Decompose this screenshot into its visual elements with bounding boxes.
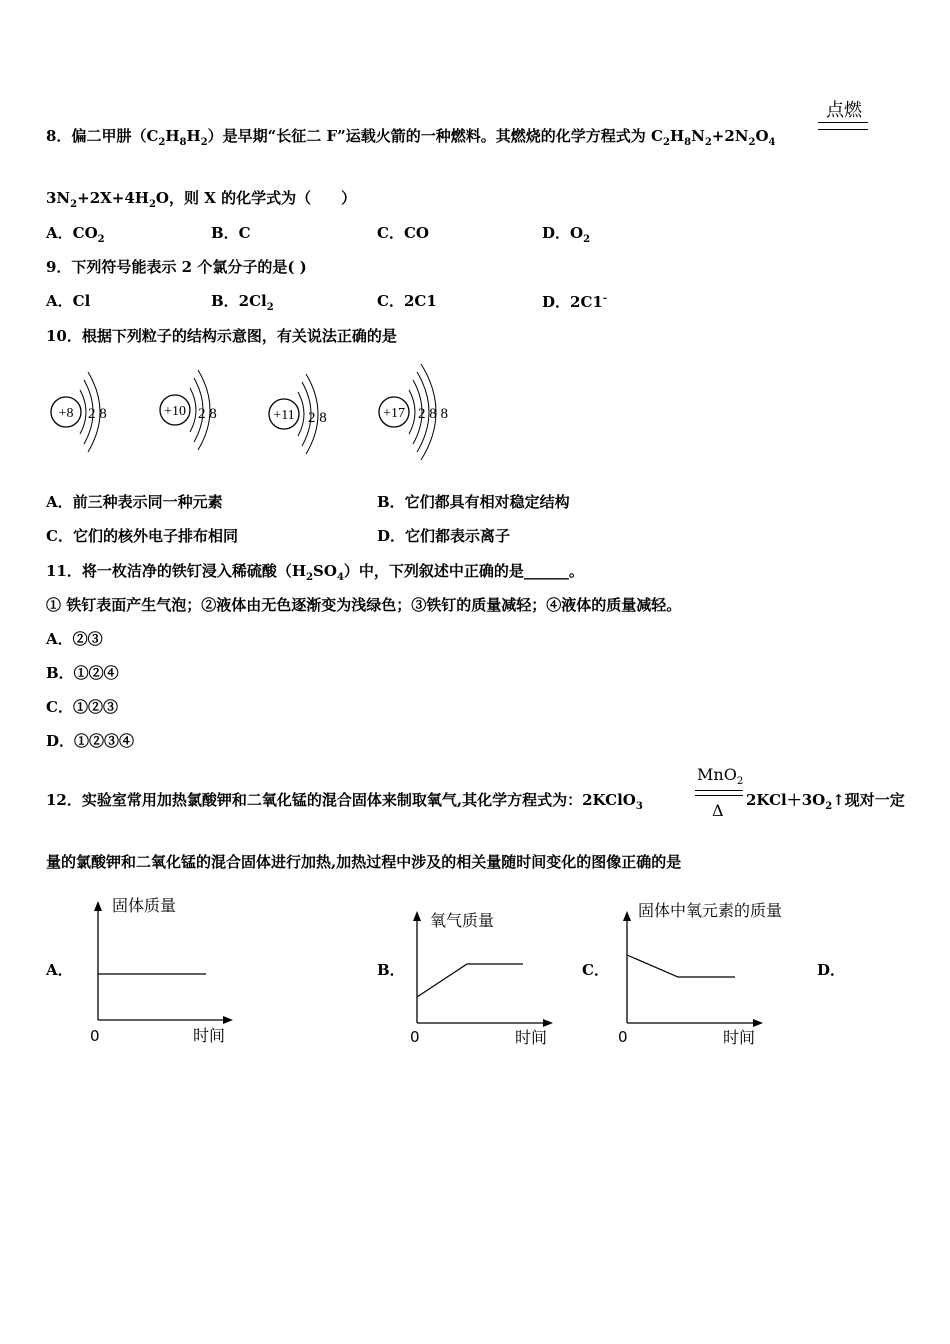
q8-option-d[interactable]: D．$O_2$ — [542, 224, 591, 245]
q8-condition-label: 点燃 — [826, 100, 862, 121]
q8-option-b[interactable]: B．C — [211, 224, 251, 242]
graph-c-curve — [627, 955, 735, 977]
q10-stem: 10．根据下列粒子的结构示意图，有关说法正确的是 — [46, 327, 397, 345]
graph-a-origin: 0 — [90, 1027, 100, 1045]
particle-2-nucleus: +10 — [164, 404, 186, 419]
graph-b-xlabel: 时间 — [515, 1028, 548, 1047]
q9-stem: 9．下列符号能表示 2 个氯分子的是( ) — [46, 258, 307, 276]
graph-c-ylabel: 固体中氧元素的质量 — [638, 901, 783, 920]
q12-option-a-label[interactable]: A． — [46, 961, 73, 979]
q8-stem: 8．偏二甲肼$(C_2H_8H_2)$是早期“长征二 F”运载火箭的一种燃料。其燃烧的化学方程式为 $C_2H_8N_2+2N_2O_4$ — [46, 127, 776, 148]
particle-3-shells: 2 8 — [308, 410, 327, 426]
q12-reaction-arrow — [695, 790, 743, 796]
q10-particle-diagrams — [40, 362, 480, 472]
particle-4-shells: 2 8 8 — [418, 406, 448, 422]
graph-b-origin: 0 — [410, 1028, 420, 1046]
graph-b-curve — [417, 964, 523, 997]
q12-option-b-label[interactable]: B． — [377, 961, 405, 979]
q11-option-c[interactable]: C．①②③ — [46, 698, 118, 716]
q11-statement: ① 铁钉表面产生气泡；②液体由无色逐渐变为浅绿色；③铁钉的质量减轻；④液体的质量减轻。 — [46, 596, 682, 614]
q11-stem: 11．将一枚洁净的铁钉浸入稀硫酸$(H_2SO_4)$中，下列叙述中正确的是______。 — [46, 562, 584, 583]
q12-graph-b[interactable] — [405, 905, 565, 1055]
q11-option-d[interactable]: D．①②③④ — [46, 732, 135, 750]
graph-c-origin: 0 — [618, 1028, 628, 1046]
q12-graph-c[interactable] — [613, 895, 813, 1055]
particle-1-shells: 2 8 — [88, 406, 107, 422]
q10-option-c[interactable]: C．它们的核外电子排布相同 — [46, 527, 238, 545]
particle-2 — [160, 370, 217, 450]
q8-option-a[interactable]: A．$CO_2$ — [46, 224, 105, 245]
q12-graph-a[interactable] — [85, 893, 245, 1053]
q12-heat-symbol: Δ — [712, 801, 724, 820]
q12-stem: 12．实验室常用加热氯酸钾和二氧化锰的混合固体来制取氧气,其化学方程式为：2KClO$_3$ — [46, 791, 643, 812]
graph-a-xlabel: 时间 — [193, 1026, 226, 1045]
q12-option-d-label[interactable]: D． — [817, 961, 846, 979]
q9-option-c[interactable]: C．2C1 — [377, 292, 437, 310]
q12-option-c-label[interactable]: C． — [582, 961, 609, 979]
q8-reaction-arrow — [818, 122, 868, 130]
particle-1 — [51, 372, 107, 452]
particle-4 — [379, 364, 448, 460]
q9-option-b[interactable]: B．$2Cl_2$ — [211, 292, 274, 313]
particle-3-nucleus: +11 — [273, 408, 295, 423]
particle-4-nucleus: +17 — [383, 406, 405, 421]
q8-option-c[interactable]: C．CO — [377, 224, 429, 242]
q9-option-a[interactable]: A．Cl — [46, 292, 91, 310]
q12-catalyst: MnO$_2$ — [697, 765, 744, 788]
q12-stem-products: $2KCl+3O_2↑$现对一定 — [746, 791, 905, 812]
particle-2-shells: 2 8 — [198, 406, 217, 422]
q8-stem-line2: $3N_2+2X+4H_2O$，则 X 的化学式为（ ） — [46, 189, 357, 210]
graph-a-ylabel: 固体质量 — [112, 896, 177, 915]
q11-option-b[interactable]: B．①②④ — [46, 664, 119, 682]
graph-b-ylabel: 氧气质量 — [430, 911, 495, 930]
particle-3 — [269, 374, 327, 454]
q9-option-d[interactable]: D．2C1- — [542, 293, 607, 311]
graph-c-xlabel: 时间 — [723, 1028, 756, 1047]
q12-stem-line2: 量的氯酸钾和二氧化锰的混合固体进行加热,加热过程中涉及的相关量随时间变化的图像正确的是 — [46, 853, 682, 871]
q10-option-d[interactable]: D．它们都表示离子 — [377, 527, 511, 545]
particle-1-nucleus: +8 — [58, 406, 74, 421]
q10-option-b[interactable]: B．它们都具有相对稳定结构 — [377, 493, 570, 511]
q10-option-a[interactable]: A．前三种表示同一种元素 — [46, 493, 223, 511]
q11-option-a[interactable]: A．②③ — [46, 630, 103, 648]
